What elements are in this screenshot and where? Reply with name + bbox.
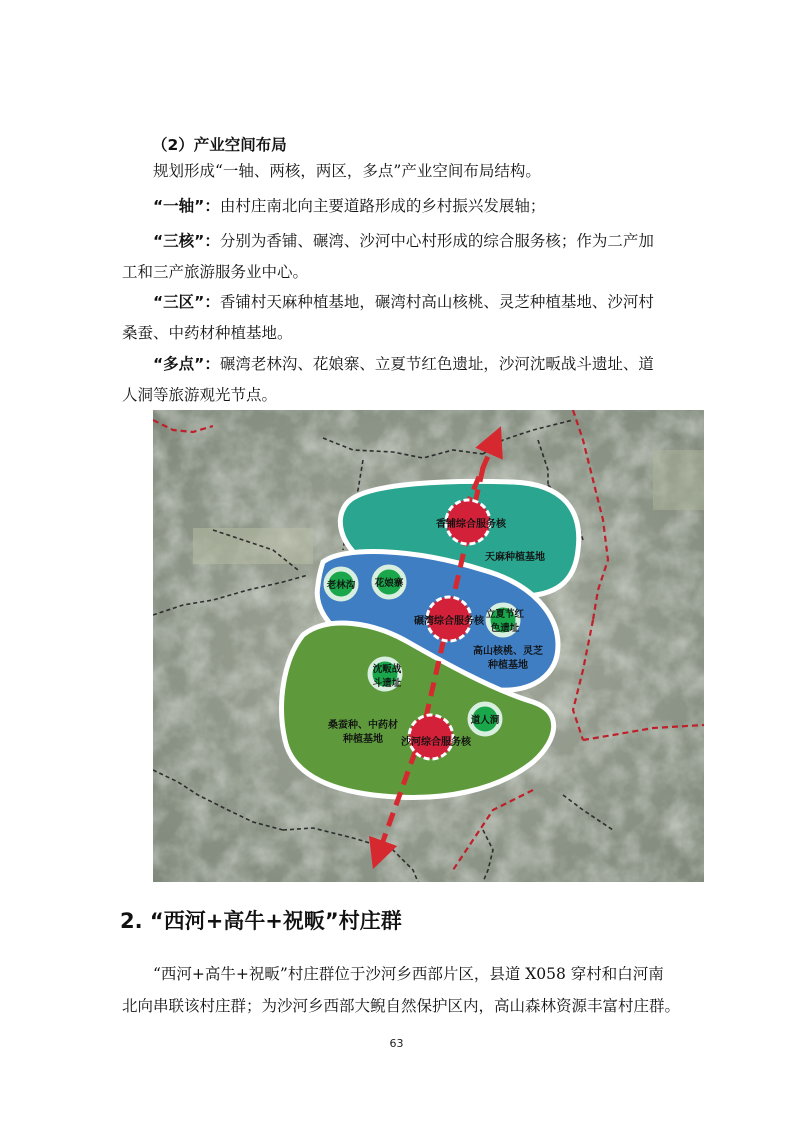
item-points-text: 碾湾老林沟、花娘寨、立夏节红色遗址，沙河沈畈战斗遗址、道	[219, 355, 654, 373]
body-paragraph-line1: “西河+高牛+祝畈”村庄群位于沙河乡西部片区，县道 X058 穿村和白河南	[153, 965, 664, 983]
core-shahe-label: 沙河综合服务核	[401, 737, 471, 748]
spatial-layout-map	[153, 410, 704, 882]
item-cores-term: “三核”	[153, 232, 205, 250]
terrain-strip	[193, 528, 313, 564]
item-points-cont: 人洞等旅游观光节点。	[122, 386, 278, 404]
zone-tianma-label: 天麻种植基地	[485, 552, 545, 563]
item-cores-sep: ：	[204, 232, 220, 250]
node-lixiajie-label-1: 立夏节红	[485, 609, 525, 620]
intro-paragraph: 规划形成“一轴、两核，两区，多点”产业空间布局结构。	[153, 162, 541, 180]
node-shenfan-label-1: 沈畈战	[372, 664, 402, 675]
item-points-sep: ：	[204, 355, 220, 373]
item-cores	[122, 231, 678, 252]
zone-silk-label-1: 桑蚕种、中药材	[328, 720, 398, 731]
subheading: （2）产业空间布局	[152, 136, 287, 154]
node-daorendong-label: 道人洞	[470, 715, 500, 726]
page-number: 63	[389, 1037, 404, 1050]
item-points-term: “多点”	[153, 355, 205, 373]
node-lixiajie	[486, 605, 525, 635]
zone-silk-label-2: 种植基地	[343, 734, 383, 745]
item-axis-sep: ：	[204, 197, 220, 215]
item-zones-term: “三区”	[153, 293, 205, 311]
item-zones-cont: 桑蚕、中药材种植基地。	[122, 324, 293, 342]
item-cores-text: 分别为香铺、碾湾、沙河中心村形成的综合服务核；作为二产加	[219, 232, 654, 250]
node-huaniangzhai-label: 花娘寨	[374, 578, 404, 589]
item-zones-text: 香铺村天麻种植基地，碾湾村高山核桃、灵芝种植基地、沙河村	[219, 293, 654, 311]
item-zones	[122, 292, 678, 313]
item-zones-sep: ：	[204, 293, 220, 311]
core-xiangpu-label: 香铺综合服务核	[436, 519, 506, 530]
node-lixiajie-label-2: 色遗址	[490, 623, 520, 634]
item-axis-term: “一轴”	[153, 197, 205, 215]
core-nianwan-label: 碾湾综合服务核	[414, 616, 484, 627]
item-axis-text: 由村庄南北向主要道路形成的乡村振兴发展轴；	[219, 197, 546, 215]
section-heading: 2. “西河+高牛+祝畈”村庄群	[120, 909, 402, 933]
zone-walnut-label-1: 高山核桃、灵芝	[473, 646, 543, 657]
node-huaniangzhai	[374, 567, 404, 597]
item-points	[122, 354, 678, 375]
zone-walnut-label-2: 种植基地	[488, 660, 528, 671]
item-cores-cont: 工和三产旅游服务业中心。	[122, 263, 309, 281]
item-axis	[122, 196, 678, 217]
node-shenfan-label-2: 斗遗址	[372, 678, 402, 689]
node-laolingou	[326, 569, 356, 599]
node-laolingou-label: 老林沟	[326, 580, 356, 591]
node-shenfan	[370, 659, 402, 689]
terrain-strip-right	[653, 450, 704, 510]
body-paragraph-line2: 北向串联该村庄群；为沙河乡西部大鲵自然保护区内，高山森林资源丰富村庄群。	[122, 997, 681, 1015]
node-daorendong	[470, 704, 500, 734]
